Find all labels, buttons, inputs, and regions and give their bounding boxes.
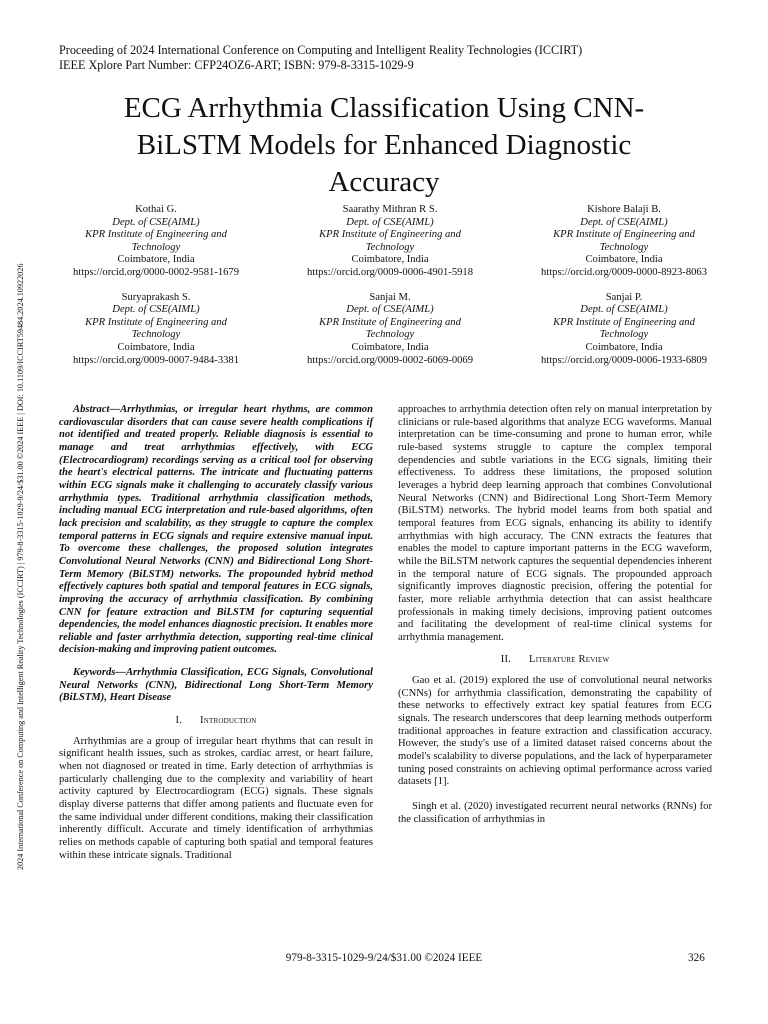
author-city: Coimbatore, India: [117, 254, 195, 266]
author-institute: Technology: [599, 329, 649, 341]
author-orcid-link[interactable]: https://orcid.org/0009-0006-4901-5918: [306, 266, 474, 278]
author-dept: Dept. of CSE(AIML): [346, 304, 434, 316]
footer-isbn: 979-8-3315-1029-9/24/$31.00 ©2024 IEEE: [285, 952, 483, 964]
doi-sidebar-text: 2024 International Conference on Computing and Intelligent Reality Technologies (ICCIRT) | 979-8-3315-1029-9/24/$31.00 ©2024 IEEE | DOI: 10.1109/ICCIRT59484.2024.10922026: [16, 263, 25, 870]
part-number: IEEE Xplore Part Number: CFP24OZ6-ART; ISBN: 979-8-3315-1029-9: [59, 58, 414, 72]
title-line: BiLSTM Models for Enhanced Diagnostic: [136, 129, 632, 161]
author-institute: KPR Institute of Engineering and: [319, 229, 461, 241]
doi-sidebar: [16, 263, 28, 890]
conference-name: Proceeding of 2024 International Conference on Computing and Intelligent Reality Technologies (ICCIRT): [59, 43, 583, 57]
author-dept: Dept. of CSE(AIML): [346, 216, 434, 228]
literature-paragraph: Singh et al. (2020) investigated recurrent neural networks (RNNs) for the classification of arrhythmias in: [398, 801, 712, 825]
intro-continuation: approaches to arrhythmia detection often rely on manual interpretation by clinicians or rule-based algorithms that analyze ECG waveforms. Manual interpretation can be time-consuming and prone to human error, while rule-based systems struggle to capture the complex temporal dependencies and subtle variations in the ECG signals, limiting their effectiveness. To address these limitations, the proposed solution leverages a hybrid deep learning approach that combines Convolutional Neural Networks (CNN) and Bidirectional Long Short-Term Memory (BiLSTM) networks. The hybrid model learns from both spatial and temporal features from ECG signals, enhancing its ability to identify arrhythmias with high accuracy. The CNN extracts the features that enables the model to capture important patterns in the ECG waveform, while the BiLSTM network captures the sequential dependencies inherent in the temporal nature of ECG signals. The propounded approach significantly improves diagnostic precision, offering the potential for faster, more reliable arrhythmia detection that can assist healthcare professionals in making timely decisions, improving patient outcomes and facilitating the development of real-time clinical systems for arrhythmia management.: [398, 404, 712, 643]
title-line: ECG Arrhythmia Classification Using CNN-: [123, 92, 645, 124]
author-institute: KPR Institute of Engineering and: [553, 316, 695, 328]
section-number: II.: [500, 654, 512, 666]
author-name: Saarathy Mithran R S.: [342, 204, 438, 215]
right-column: [398, 404, 712, 826]
author-institute: Technology: [365, 329, 415, 341]
author-dept: Dept. of CSE(AIML): [580, 216, 668, 228]
author-card: [40, 204, 272, 280]
author-city: Coimbatore, India: [351, 254, 429, 266]
author-dept: Dept. of CSE(AIML): [112, 304, 200, 316]
author-card: [508, 204, 740, 280]
author-name: Kothai G.: [135, 204, 177, 215]
author-dept: Dept. of CSE(AIML): [580, 304, 668, 316]
author-institute: KPR Institute of Engineering and: [85, 229, 227, 241]
intro-paragraph: Arrhythmias are a group of irregular heart rhythms that can result in significant health issues, such as strokes, cardiac arrest, or heart failure, when not diagnosed or treated in time. Early detection of arrhythmias is particularly challenging due to the complexity and variability of heart activity captured by Electrocardiogram (ECG) signals. These signals display diverse patterns that differ among patients and fluctuate even for the same individual under different conditions, making their classification inherently difficult. Accurate and timely identification of arrhythmias relies on methods capable of capturing both spatial and temporal features within these intricate signals. Traditional: [59, 735, 373, 861]
author-name: Suryaprakash S.: [121, 291, 191, 303]
author-institute: KPR Institute of Engineering and: [85, 316, 227, 328]
author-name: Sanjai P.: [605, 291, 643, 303]
section-heading-introduction: [59, 715, 373, 728]
author-row: [40, 292, 740, 368]
author-card: [508, 292, 740, 368]
author-block: [40, 204, 740, 379]
abstract: Abstract—Arrhythmias, or irregular heart rhythms, are common cardiovascular disorders that can cause severe health complications if not identified and treated properly. Reliable diagnosis is essential to manage and treat arrhythmias effectively, with ECG (Electrocardiogram) recordings serving as a critical tool for observing the heart's electrical patterns. The intricate and fluctuating patterns within ECG signals make it challenging to accurately classify various arrhythmia types. Traditional arrhythmia classification methods, including manual ECG interpretation and rule-based algorithms, often lack precision and scalability, as they struggle to capture the complex temporal patterns in ECG signals and require extensive manual input. To overcome these challenges, the proposed solution integrates Convolutional Neural Networks (CNN) and Bidirectional Long Short-Term Memory (BiLSTM) networks. The propounded hybrid method effectively captures both spatial and temporal features in ECG signals, improving the accuracy of arrhythmia classification. By combining CNN for feature extraction and BiLSTM for capturing sequential dependencies, the model enhances diagnostic precision. It enables more reliable and faster arrhythmia detection, supporting real-time clinical decision-making and improving patient outcomes.: [59, 404, 373, 656]
author-institute: Technology: [365, 241, 415, 253]
paper-title: [60, 90, 708, 201]
left-column: [59, 404, 373, 862]
author-card: [274, 204, 506, 280]
title-line: Accuracy: [328, 166, 440, 198]
literature-paragraph: Gao et al. (2019) explored the use of convolutional neural networks (CNNs) for arrhythmia classification, demonstrating the capability of these networks to effectively extract key spatial features from ECG signals. The research underscores that deep learning methods outperform traditional approaches in feature extraction and classification accuracy. However, the study's use of a limited dataset raised concerns about the model's scalability to diverse populations, and the lack of hyperparameter tuning posed constraints on achieving optimal performance across varied datasets [1].: [398, 675, 712, 788]
author-city: Coimbatore, India: [585, 341, 663, 353]
author-institute: Technology: [599, 241, 649, 253]
author-institute: KPR Institute of Engineering and: [553, 229, 695, 241]
author-orcid-link[interactable]: https://orcid.org/0009-0002-6069-0069: [306, 354, 474, 366]
author-card: [274, 292, 506, 368]
section-number: I.: [175, 715, 183, 727]
author-institute: Technology: [131, 329, 181, 341]
author-orcid-link[interactable]: https://orcid.org/0009-0000-8923-8063: [540, 266, 708, 278]
author-institute: Technology: [131, 241, 181, 253]
author-name: Kishore Balaji B.: [587, 204, 661, 215]
author-orcid-link[interactable]: https://orcid.org/0000-0002-9581-1679: [72, 266, 240, 278]
author-city: Coimbatore, India: [585, 254, 663, 266]
author-orcid-link[interactable]: https://orcid.org/0009-0006-1933-6809: [540, 354, 708, 366]
section-title: Literature Review: [529, 654, 610, 666]
author-city: Coimbatore, India: [351, 341, 429, 353]
section-heading-literature-review: [398, 654, 712, 667]
author-dept: Dept. of CSE(AIML): [112, 216, 200, 228]
author-institute: KPR Institute of Engineering and: [319, 316, 461, 328]
author-row: [40, 204, 740, 280]
keywords: Keywords—Arrhythmia Classification, ECG Signals, Convolutional Neural Networks (CNN), Bidirectional Long Short-Term Memory (BiLSTM), Heart Disease: [59, 667, 373, 704]
author-name: Sanjai M.: [369, 291, 411, 303]
section-title: Introduction: [200, 715, 257, 727]
author-city: Coimbatore, India: [117, 341, 195, 353]
author-card: [40, 292, 272, 368]
page-number: 326: [688, 952, 705, 964]
author-orcid-link[interactable]: https://orcid.org/0009-0007-9484-3381: [72, 354, 240, 366]
conference-header: [59, 43, 582, 73]
